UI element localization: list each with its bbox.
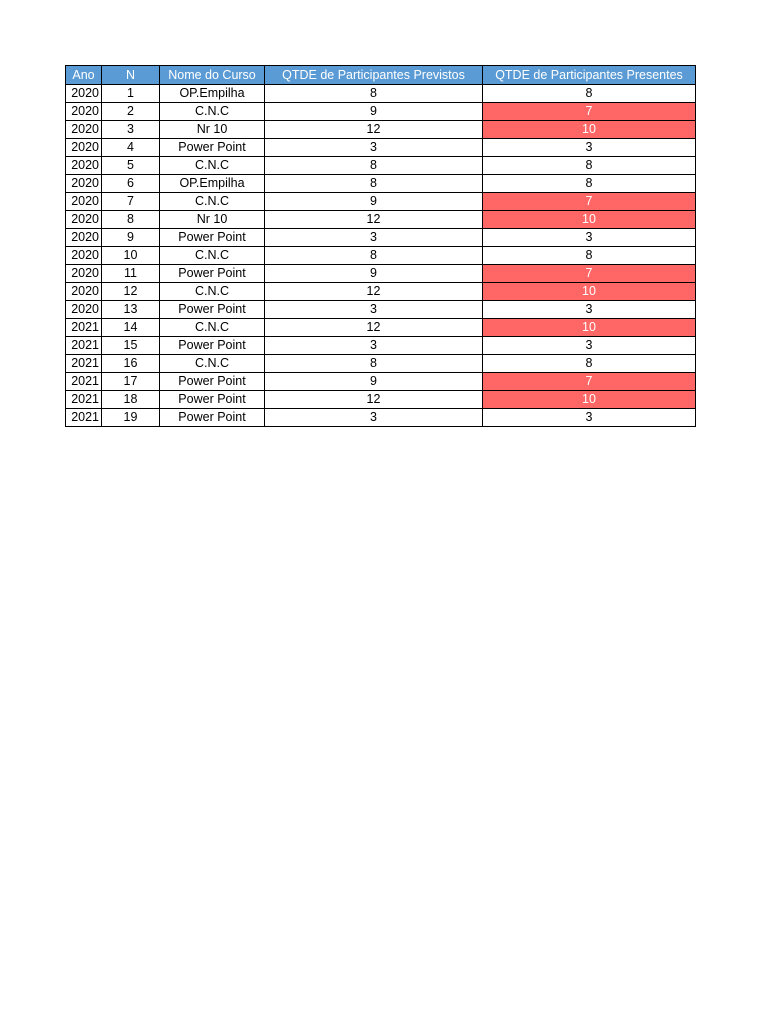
cell-participantes-previstos[interactable]: 8 [265, 175, 483, 193]
header-participantes-presentes[interactable]: QTDE de Participantes Presentes [483, 66, 696, 85]
table-row [66, 193, 696, 211]
cell-ano[interactable]: 2021 [66, 409, 102, 427]
cell-ano[interactable]: 2020 [66, 103, 102, 121]
cell-participantes-previstos[interactable]: 8 [265, 85, 483, 103]
table-row [66, 121, 696, 139]
table-row [66, 409, 696, 427]
table-row [66, 157, 696, 175]
cell-participantes-presentes[interactable]: 3 [483, 301, 696, 319]
cell-n[interactable]: 12 [102, 283, 160, 301]
participants-table [65, 65, 696, 427]
cell-participantes-presentes[interactable]: 10 [483, 121, 696, 139]
cell-participantes-presentes[interactable]: 3 [483, 409, 696, 427]
cell-n[interactable]: 7 [102, 193, 160, 211]
cell-participantes-presentes[interactable]: 7 [483, 193, 696, 211]
cell-ano[interactable]: 2020 [66, 211, 102, 229]
table-row [66, 175, 696, 193]
cell-participantes-presentes[interactable]: 7 [483, 265, 696, 283]
header-row [66, 66, 696, 85]
table-header [66, 66, 696, 85]
header-nome-do-curso[interactable]: Nome do Curso [160, 66, 265, 85]
cell-participantes-presentes[interactable]: 3 [483, 139, 696, 157]
cell-participantes-previstos[interactable]: 12 [265, 391, 483, 409]
table-row [66, 85, 696, 103]
table-row [66, 247, 696, 265]
cell-n[interactable]: 3 [102, 121, 160, 139]
cell-participantes-presentes[interactable]: 3 [483, 229, 696, 247]
cell-ano[interactable]: 2020 [66, 85, 102, 103]
cell-n[interactable]: 10 [102, 247, 160, 265]
table-row [66, 337, 696, 355]
cell-ano[interactable]: 2020 [66, 193, 102, 211]
header-n[interactable]: N [102, 66, 160, 85]
cell-participantes-previstos[interactable]: 8 [265, 247, 483, 265]
cell-nome-do-curso[interactable]: Nr 10 [160, 121, 265, 139]
cell-nome-do-curso[interactable]: Power Point [160, 391, 265, 409]
cell-n[interactable]: 2 [102, 103, 160, 121]
cell-nome-do-curso[interactable]: Power Point [160, 373, 265, 391]
table-row [66, 355, 696, 373]
cell-ano[interactable]: 2020 [66, 139, 102, 157]
cell-participantes-previstos[interactable]: 12 [265, 211, 483, 229]
cell-ano[interactable]: 2021 [66, 373, 102, 391]
cell-n[interactable]: 11 [102, 265, 160, 283]
table-row [66, 283, 696, 301]
cell-n[interactable]: 5 [102, 157, 160, 175]
cell-participantes-presentes[interactable]: 8 [483, 355, 696, 373]
cell-participantes-presentes[interactable]: 7 [483, 373, 696, 391]
cell-ano[interactable]: 2020 [66, 301, 102, 319]
cell-ano[interactable]: 2020 [66, 283, 102, 301]
cell-ano[interactable]: 2020 [66, 265, 102, 283]
table-row [66, 301, 696, 319]
table-row [66, 211, 696, 229]
cell-participantes-previstos[interactable]: 3 [265, 139, 483, 157]
cell-ano[interactable]: 2020 [66, 121, 102, 139]
cell-ano[interactable]: 2021 [66, 337, 102, 355]
cell-nome-do-curso[interactable]: C.N.C [160, 193, 265, 211]
cell-nome-do-curso[interactable]: Power Point [160, 409, 265, 427]
header-ano[interactable]: Ano [66, 66, 102, 85]
cell-participantes-previstos[interactable]: 9 [265, 373, 483, 391]
table-row [66, 103, 696, 121]
cell-n[interactable]: 8 [102, 211, 160, 229]
cell-nome-do-curso[interactable]: C.N.C [160, 319, 265, 337]
cell-participantes-presentes[interactable]: 10 [483, 283, 696, 301]
cell-n[interactable]: 17 [102, 373, 160, 391]
cell-participantes-previstos[interactable]: 8 [265, 157, 483, 175]
header-participantes-previstos[interactable]: QTDE de Participantes Previstos [265, 66, 483, 85]
cell-n[interactable]: 9 [102, 229, 160, 247]
cell-ano[interactable]: 2021 [66, 391, 102, 409]
cell-n[interactable]: 19 [102, 409, 160, 427]
cell-participantes-previstos[interactable]: 3 [265, 409, 483, 427]
cell-ano[interactable]: 2021 [66, 319, 102, 337]
cell-ano[interactable]: 2020 [66, 247, 102, 265]
cell-n[interactable]: 13 [102, 301, 160, 319]
cell-participantes-presentes[interactable]: 10 [483, 391, 696, 409]
spreadsheet-area [65, 65, 695, 427]
cell-participantes-previstos[interactable]: 12 [265, 121, 483, 139]
cell-n[interactable]: 1 [102, 85, 160, 103]
cell-participantes-previstos[interactable]: 8 [265, 355, 483, 373]
cell-participantes-previstos[interactable]: 9 [265, 265, 483, 283]
cell-participantes-previstos[interactable]: 9 [265, 103, 483, 121]
cell-nome-do-curso[interactable]: C.N.C [160, 283, 265, 301]
cell-participantes-presentes[interactable]: 8 [483, 157, 696, 175]
cell-n[interactable]: 4 [102, 139, 160, 157]
cell-nome-do-curso[interactable]: Nr 10 [160, 211, 265, 229]
cell-ano[interactable]: 2021 [66, 355, 102, 373]
cell-participantes-presentes[interactable]: 8 [483, 247, 696, 265]
table-row [66, 265, 696, 283]
cell-nome-do-curso[interactable]: Power Point [160, 265, 265, 283]
cell-participantes-presentes[interactable]: 7 [483, 103, 696, 121]
cell-ano[interactable]: 2020 [66, 175, 102, 193]
cell-ano[interactable]: 2020 [66, 157, 102, 175]
cell-participantes-previstos[interactable]: 12 [265, 319, 483, 337]
cell-nome-do-curso[interactable]: OP.Empilha [160, 175, 265, 193]
cell-participantes-previstos[interactable]: 9 [265, 193, 483, 211]
table-row [66, 229, 696, 247]
cell-participantes-presentes[interactable]: 3 [483, 337, 696, 355]
cell-nome-do-curso[interactable]: OP.Empilha [160, 85, 265, 103]
cell-participantes-previstos[interactable]: 12 [265, 283, 483, 301]
cell-nome-do-curso[interactable]: Power Point [160, 139, 265, 157]
cell-n[interactable]: 15 [102, 337, 160, 355]
cell-nome-do-curso[interactable]: Power Point [160, 229, 265, 247]
cell-nome-do-curso[interactable]: Power Point [160, 301, 265, 319]
cell-n[interactable]: 14 [102, 319, 160, 337]
table-row [66, 139, 696, 157]
cell-nome-do-curso[interactable]: C.N.C [160, 103, 265, 121]
cell-participantes-presentes[interactable]: 8 [483, 175, 696, 193]
cell-ano[interactable]: 2020 [66, 229, 102, 247]
cell-participantes-previstos[interactable]: 3 [265, 301, 483, 319]
cell-n[interactable]: 6 [102, 175, 160, 193]
cell-nome-do-curso[interactable]: C.N.C [160, 247, 265, 265]
cell-nome-do-curso[interactable]: C.N.C [160, 157, 265, 175]
table-row [66, 373, 696, 391]
table-row [66, 391, 696, 409]
cell-participantes-previstos[interactable]: 3 [265, 337, 483, 355]
cell-participantes-previstos[interactable]: 3 [265, 229, 483, 247]
table-row [66, 319, 696, 337]
cell-participantes-presentes[interactable]: 8 [483, 85, 696, 103]
cell-n[interactable]: 16 [102, 355, 160, 373]
cell-participantes-presentes[interactable]: 10 [483, 319, 696, 337]
table-body [66, 85, 696, 427]
cell-participantes-presentes[interactable]: 10 [483, 211, 696, 229]
cell-n[interactable]: 18 [102, 391, 160, 409]
cell-nome-do-curso[interactable]: Power Point [160, 337, 265, 355]
cell-nome-do-curso[interactable]: C.N.C [160, 355, 265, 373]
